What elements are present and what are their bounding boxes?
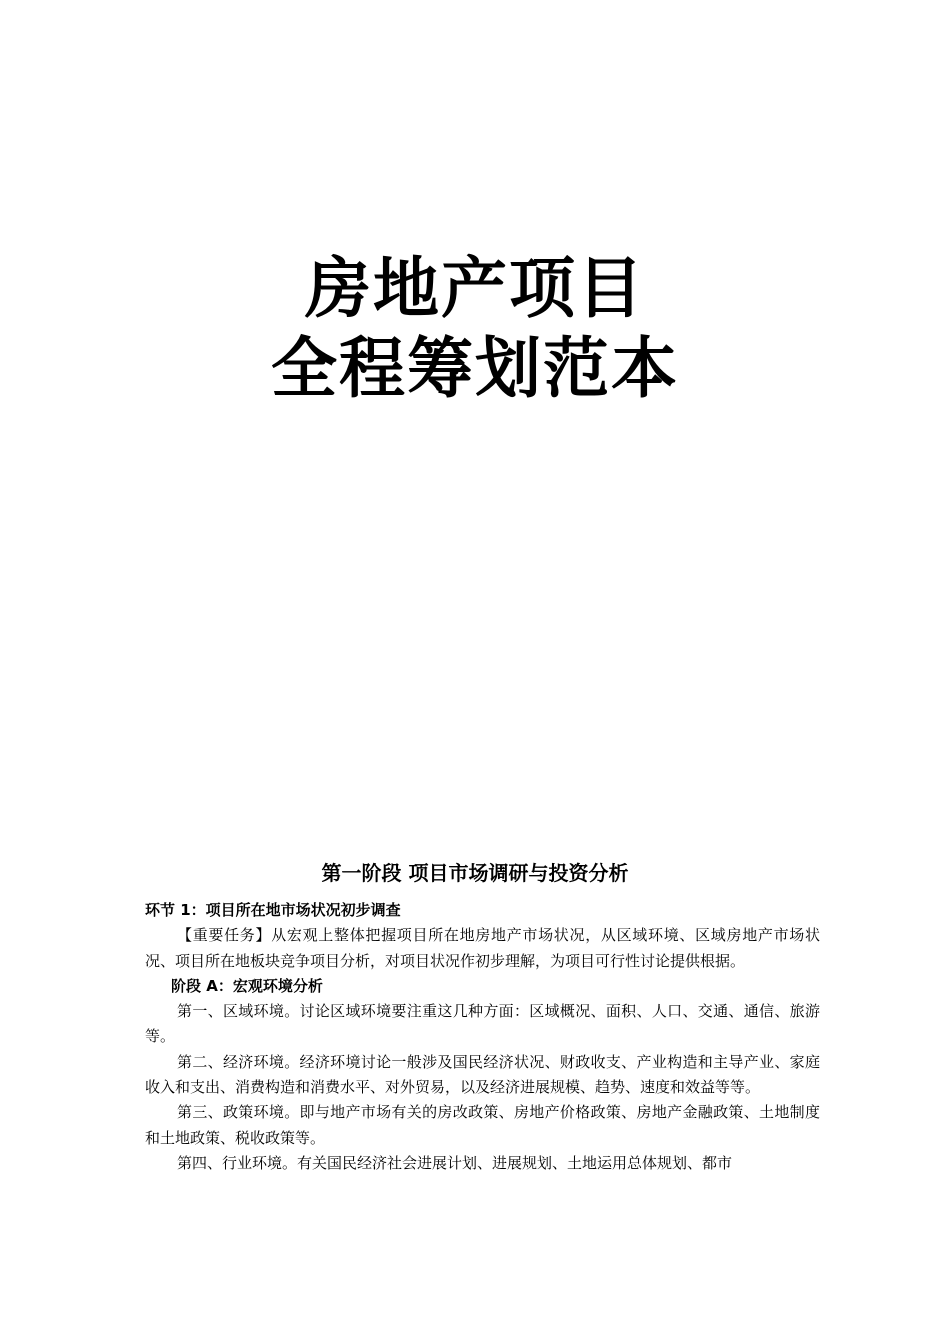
section-heading: 环节 1：项目所在地市场状况初步调查 — [145, 901, 401, 919]
task-paragraph: 【重要任务】从宏观上整体把握项目所在地房地产市场状况，从区域环境、区域房地产市场状况、项目所在地板块竞争项目分析，对项目状况作初步理解，为项目可行性讨论提供根据。 — [145, 926, 820, 970]
document-body — [145, 898, 820, 1176]
sub-heading: 阶段 A：宏观环境分析 — [171, 976, 323, 995]
cover-title-line-1: 房地产项目 — [305, 250, 645, 327]
paragraph-industry-environment: 第四、行业环境。有关国民经济社会进展计划、进展规划、土地运用总体规划、都市 — [177, 1153, 733, 1172]
paragraph-regional-environment: 第一、区域环境。讨论区域环境要注重这几种方面：区域概况、面积、人口、交通、通信、旅游等。 — [145, 1002, 820, 1046]
cover-title-line-2: 全程筹划范本 — [271, 330, 679, 407]
stage-heading: 第一阶段 项目市场调研与投资分析 — [321, 861, 629, 885]
paragraph-economic-environment: 第二、经济环境。经济环境讨论一般涉及国民经济状况、财政收支、产业构造和主导产业、家庭收入和支出、消费构造和消费水平、对外贸易，以及经济进展规模、趋势、速度和效益等等。 — [145, 1052, 820, 1097]
paragraph-policy-environment: 第三、政策环境。即与地产市场有关的房改政策、房地产价格政策、房地产金融政策、土地制度和土地政策、税收政策等。 — [145, 1103, 820, 1147]
